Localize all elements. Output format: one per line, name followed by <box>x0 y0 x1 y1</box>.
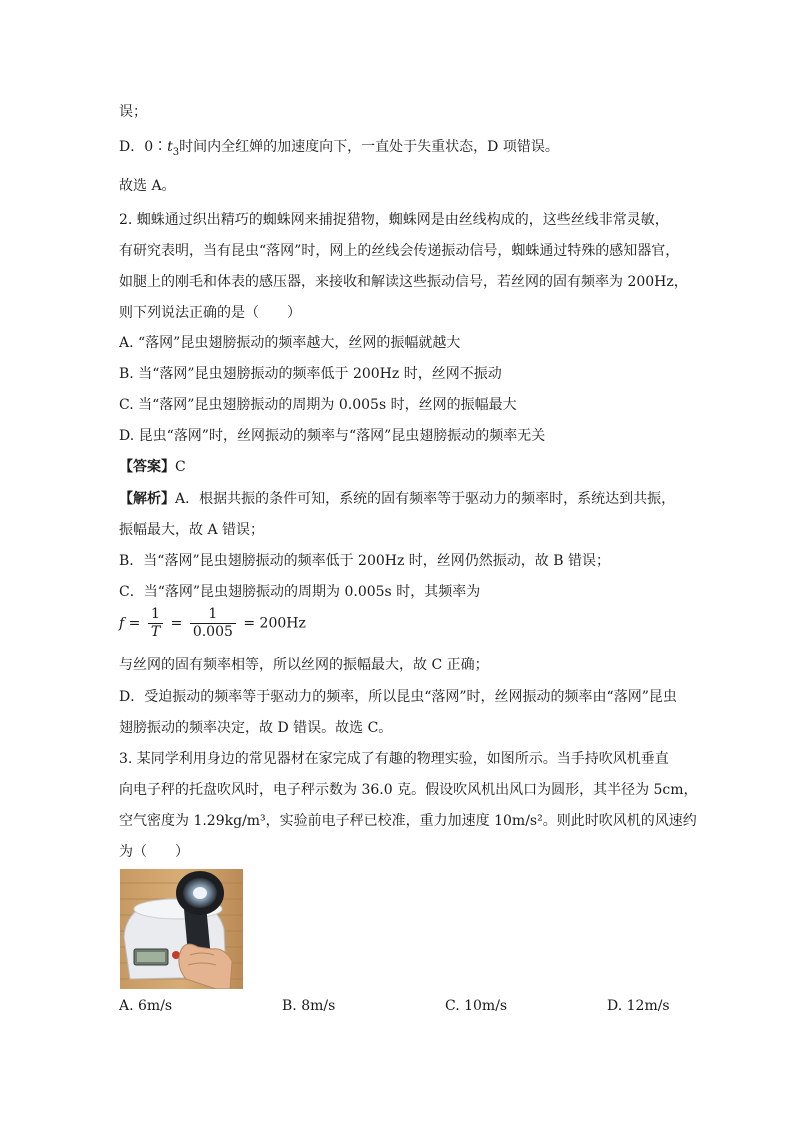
analysis-line: B．当“落网”昆虫翅膀振动的频率低于 200Hz 时，丝网仍然振动，故 B 错误； <box>119 553 610 569</box>
formula-lhs: f <box>119 615 125 632</box>
fraction-numerator: 1 <box>190 606 236 624</box>
fraction-denominator: 0.005 <box>192 624 233 640</box>
question-3-stem-line: 空气密度为 1.29kg/m³，实验前电子秤已校准，重力加速度 10m/s²。则此时吹风机的风速约 <box>119 813 697 829</box>
fraction-one-over-period <box>190 606 236 641</box>
question-3-stem-line: 3. 某同学利用身边的常见器材在家完成了有趣的物理实验，如图所示。当手持吹风机垂直 <box>119 751 669 767</box>
text-line: 误； <box>119 104 147 120</box>
question-3-option-c: C. 10m/s <box>445 998 508 1014</box>
analysis-line <box>119 489 675 509</box>
question-2-stem-line: 2. 蜘蛛通过织出精巧的蜘蛛网来捕捉猎物，蜘蛛网是由丝线构成的，这些丝线非常灵敏， <box>119 212 669 228</box>
answer-tag: 【答案】 <box>119 459 175 475</box>
hair-dryer-scale-photo <box>120 869 243 989</box>
frequency-formula <box>119 606 306 641</box>
question-2-option-a: A. “落网”昆虫翅膀振动的频率越大，丝网的振幅就越大 <box>119 335 461 351</box>
fraction-denominator: T <box>150 624 161 640</box>
answer-line <box>119 457 186 477</box>
time-subscript: 3 <box>172 146 180 158</box>
answer-value: C <box>175 459 186 475</box>
fraction-numerator: 1 <box>148 606 163 624</box>
text-span: D．0∶ <box>119 139 168 155</box>
question-2-option-c: C. 当“落网”昆虫翅膀振动的周期为 0.005s 时，丝网的振幅最大 <box>119 397 517 413</box>
formula-equals: = <box>170 615 183 632</box>
formula-equals: = <box>128 615 141 632</box>
question-2-stem-line: 如腿上的刚毛和体表的感压器，来接收和解读这些振动信号，若丝网的固有频率为 200Hz， <box>119 274 688 290</box>
question-3-option-b: B. 8m/s <box>282 998 336 1014</box>
question-3-option-d: D. 12m/s <box>607 998 670 1014</box>
conclusion-line: 故选 A。 <box>119 178 176 194</box>
question-2-stem-line: 则下列说法正确的是（ ） <box>119 305 301 321</box>
analysis-line: 振幅最大，故 A 错误； <box>119 522 265 538</box>
text-span: 时间内全红婵的加速度向下，一直处于失重状态，D 项错误。 <box>179 139 559 155</box>
analysis-tag: 【解析】 <box>119 491 175 507</box>
question-3-option-a: A. 6m/s <box>119 998 173 1014</box>
formula-result: = 200Hz <box>243 615 306 632</box>
question-2-option-b: B. 当“落网”昆虫翅膀振动的频率低于 200Hz 时，丝网不振动 <box>119 366 502 382</box>
analysis-line: D．受迫振动的频率等于驱动力的频率，所以昆虫“落网”时，丝网振动的频率由“落网”昆虫 <box>119 689 677 705</box>
option-d-explanation <box>119 137 559 163</box>
question-2-option-d: D. 昆虫“落网”时，丝网振动的频率与“落网”昆虫翅膀振动的频率无关 <box>119 428 546 444</box>
analysis-line: 与丝网的固有频率相等，所以丝网的振幅最大，故 C 正确； <box>119 657 489 673</box>
question-2-stem-line: 有研究表明，当有昆虫“落网”时，网上的丝线会传递振动信号，蜘蛛通过特殊的感知器官， <box>119 243 680 259</box>
analysis-text: A．根据共振的条件可知，系统的固有频率等于驱动力的频率时，系统达到共振， <box>175 491 676 507</box>
fraction-one-over-t <box>148 606 163 641</box>
analysis-line: 翅膀振动的频率决定，故 D 错误。故选 C。 <box>119 720 393 736</box>
question-3-stem-line: 向电子秤的托盘吹风时，电子秤示数为 36.0 克。假设吹风机出风口为圆形，其半径为 5cm， <box>119 782 698 798</box>
question-3-stem-line: 为（ ） <box>119 844 189 860</box>
time-variable: t <box>167 139 173 155</box>
analysis-line: C．当“落网”昆虫翅膀振动的周期为 0.005s 时，其频率为 <box>119 584 481 600</box>
